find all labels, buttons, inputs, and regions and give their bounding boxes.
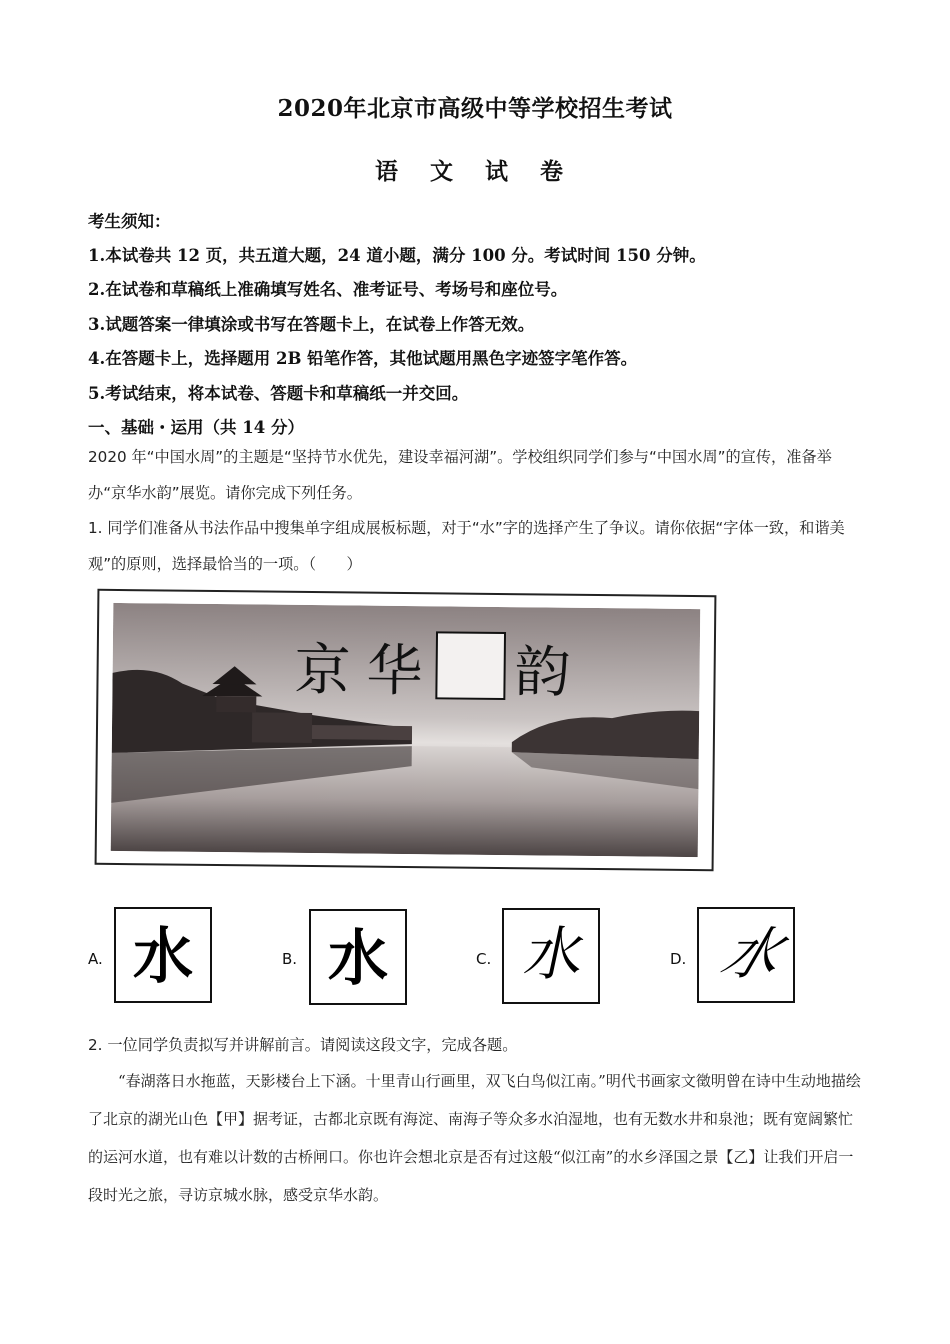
- option-a-calligraphy: [116, 909, 210, 1001]
- banner-photo: [111, 603, 701, 857]
- paper-subtitle: 语 文 试 卷: [374, 158, 576, 185]
- option-b-box: [309, 909, 407, 1005]
- option-b-calligraphy: [311, 911, 405, 1003]
- section-intro: 2020 年“中国水周”的主题是“坚持节水优先，建设幸福河湖”。学校组织同学们参与“中国水周”的宣传，准备举办“京华水韵”展览。请你完成下列任务。: [88, 448, 832, 502]
- option-a-label: A.: [88, 950, 103, 968]
- banner-char-3: 韵: [514, 640, 571, 706]
- option-c-calligraphy: [504, 910, 598, 1002]
- option-a-char: 水: [133, 922, 193, 992]
- notice-item-1: 1.本试卷共 12 页，共五道大题，24 道小题，满分 100 分。考试时间 150 分钟。: [88, 246, 706, 265]
- notice-item-3: 3.试题答案一律填涂或书写在答题卡上，在试卷上作答无效。: [88, 315, 535, 334]
- banner-char-2: 华: [366, 638, 423, 705]
- notice-item-2: 2.在试卷和草稿纸上准确填写姓名、准考证号、考场号和座位号。: [88, 280, 568, 299]
- option-a-box: [114, 907, 212, 1003]
- option-d-calligraphy: [699, 909, 793, 1001]
- question-1: 1. 同学们准备从书法作品中搜集单字组成展板标题，对于“水”字的选择产生了争议。请你依据“字体一致，和谐美观”的原则，选择最恰当的一项。（ ）: [88, 519, 845, 573]
- option-b-label: B.: [282, 950, 298, 968]
- notice-item-4: 4.在答题卡上，选择题用 2B 铅笔作答，其他试题用黑色字迹签字笔作答。: [88, 349, 638, 368]
- option-b-char: 水: [328, 924, 388, 994]
- blank-char-box: [436, 632, 505, 699]
- option-d-label: D.: [670, 950, 687, 968]
- section-heading: 一、基础・运用（共 14 分）: [88, 418, 304, 437]
- option-d-box: [697, 907, 795, 1003]
- exhibition-banner-image: [95, 589, 717, 871]
- option-d-char: 水: [713, 921, 791, 987]
- notice-heading: 考生须知：: [88, 212, 171, 231]
- option-c-box: [502, 908, 600, 1004]
- option-c-char: 水: [519, 920, 592, 988]
- option-c-label: C.: [476, 950, 492, 968]
- preface-passage: “春湖落日水拖蓝，天影楼台上下涵。十里青山行画里，双飞白鸟似江南。”明代书画家文徵明曾在诗中生动地描绘了北京的湖光山色【甲】据考证，古都北京既有海淀、南海子等众多水泊湿地，也有无数水井和泉池；既有宽阔繁忙的运河水道，也有难以计数的古桥闸口。你也许会想北京是否有过这般“似江南”的水乡泽国之景【乙】让我们开启一段时光之旅，寻访京城水脉，感受京华水韵。: [88, 1072, 861, 1204]
- notice-item-5: 5.考试结束，将本试卷、答题卡和草稿纸一并交回。: [88, 384, 469, 403]
- exam-title: 2020年北京市高级中等学校招生考试: [277, 95, 673, 122]
- question-2: 2. 一位同学负责拟写并讲解前言。请阅读这段文字，完成各题。: [88, 1036, 518, 1054]
- banner-char-1: 京: [294, 637, 351, 704]
